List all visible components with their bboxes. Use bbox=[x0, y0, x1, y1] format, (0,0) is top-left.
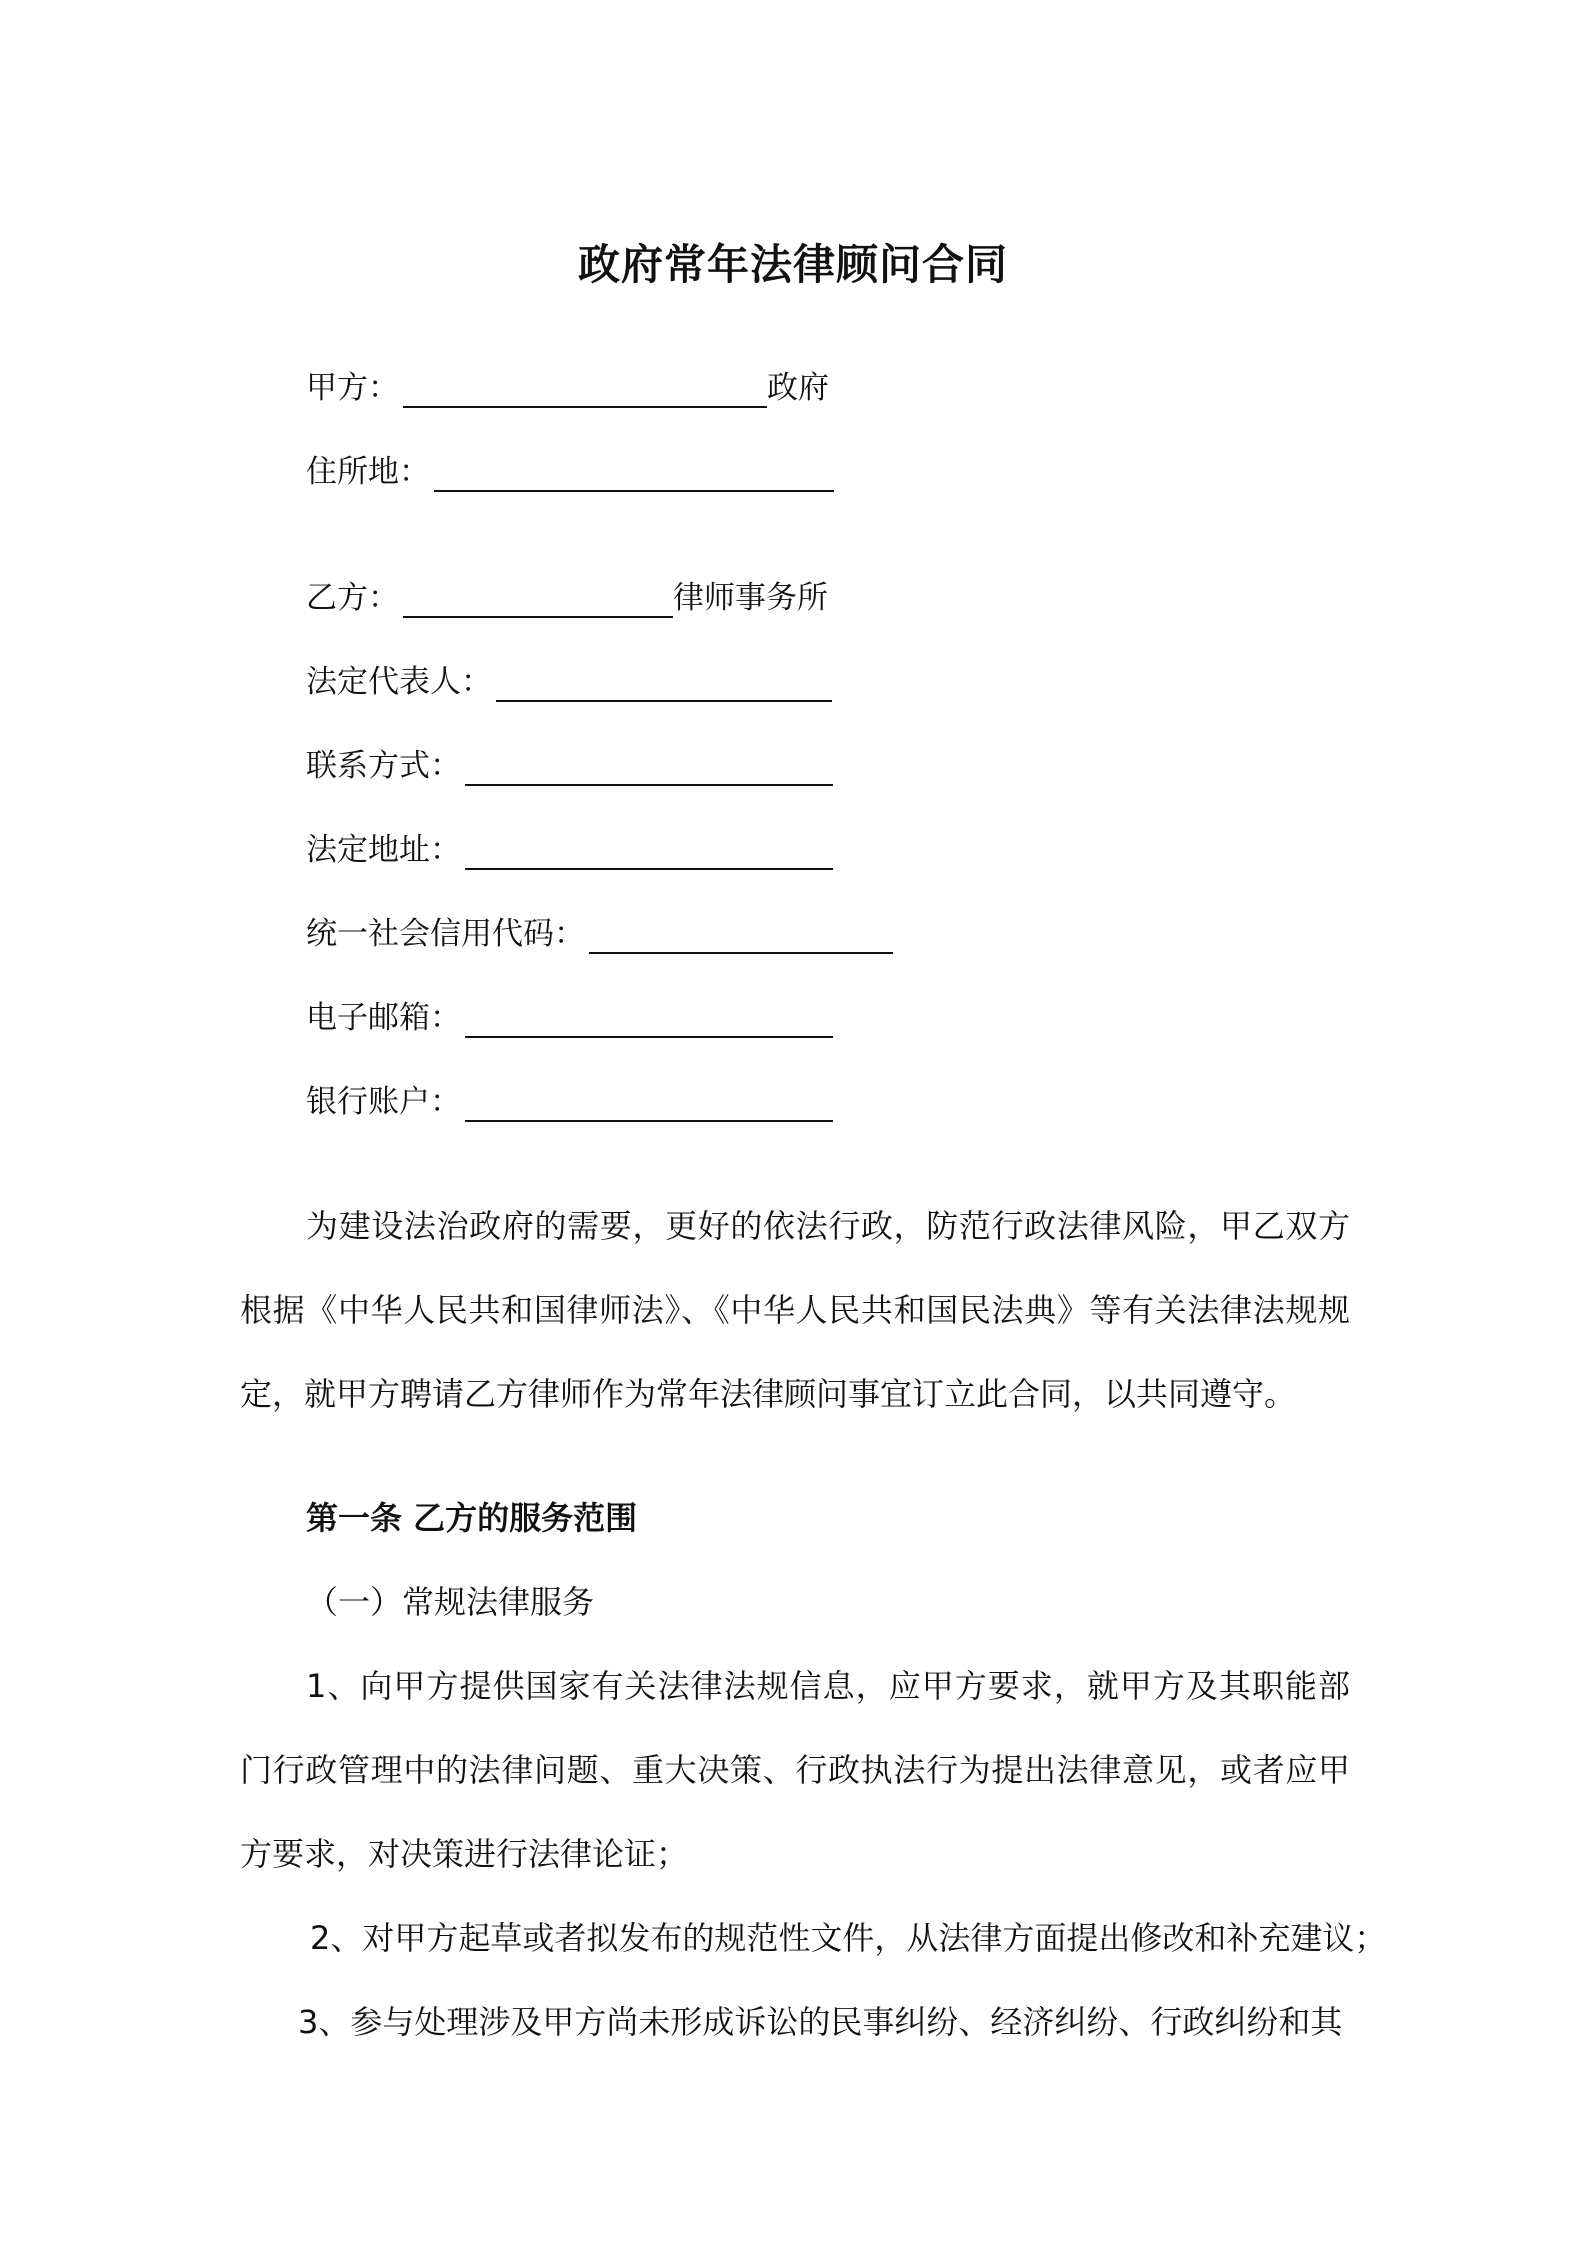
article-1-subsection: （一）常规法律服务 bbox=[306, 1583, 595, 1621]
email-label: 电子邮箱： bbox=[306, 1000, 461, 1036]
article-1-item-1: 1、向甲方提供国家有关法律法规信息，应甲方要求，就甲方及其职能部门行政管理中的法律问题、重大决策、行政执法行为提出法律意见，或者应甲方要求，对决策进行法律论证； bbox=[240, 1667, 1350, 1873]
party-a-field bbox=[306, 368, 829, 408]
email-field bbox=[306, 998, 833, 1038]
party-b-blank[interactable] bbox=[403, 580, 673, 618]
credit-code-label: 统一社会信用代码： bbox=[306, 916, 585, 952]
contact-field bbox=[306, 746, 833, 786]
article-1-item-3: 3、参与处理涉及甲方尚未形成诉讼的民事纠纷、经济纠纷、行政纠纷和其 bbox=[298, 2003, 1343, 2041]
contact-label: 联系方式： bbox=[306, 748, 461, 784]
party-b-label: 乙方： bbox=[306, 580, 399, 616]
party-a-label: 甲方： bbox=[306, 370, 399, 406]
bank-account-blank[interactable] bbox=[465, 1084, 833, 1122]
legal-address-field bbox=[306, 830, 833, 870]
credit-code-field bbox=[306, 914, 893, 954]
party-a-address-label: 住所地： bbox=[306, 454, 430, 490]
contact-blank[interactable] bbox=[465, 748, 833, 786]
legal-rep-blank[interactable] bbox=[496, 664, 832, 702]
credit-code-blank[interactable] bbox=[589, 916, 893, 954]
article-1-heading: 第一条 乙方的服务范围 bbox=[306, 1499, 638, 1537]
legal-address-blank[interactable] bbox=[465, 832, 833, 870]
party-a-suffix: 政府 bbox=[767, 370, 829, 406]
party-b-field bbox=[306, 578, 828, 618]
bank-account-label: 银行账户： bbox=[306, 1084, 461, 1120]
article-1-item-2: 2、对甲方起草或者拟发布的规范性文件，从法律方面提出修改和补充建议； bbox=[310, 1919, 1387, 1957]
party-b-suffix: 律师事务所 bbox=[673, 580, 828, 616]
email-blank[interactable] bbox=[465, 1000, 833, 1038]
legal-rep-label: 法定代表人： bbox=[306, 664, 492, 700]
legal-address-label: 法定地址： bbox=[306, 832, 461, 868]
preamble-paragraph: 为建设法治政府的需要，更好的依法行政，防范行政法律风险，甲乙双方根据《中华人民共和国律师法》、《中华人民共和国民法典》等有关法律法规规定，就甲方聘请乙方律师作为常年法律顾问事宜订立此合同，以共同遵守。 bbox=[240, 1207, 1350, 1413]
document-title: 政府常年法律顾问合同 bbox=[577, 240, 1008, 289]
legal-rep-field bbox=[306, 662, 832, 702]
party-a-blank[interactable] bbox=[403, 370, 767, 408]
party-a-address-field bbox=[306, 452, 834, 492]
party-a-address-blank[interactable] bbox=[434, 454, 834, 492]
bank-account-field bbox=[306, 1082, 833, 1122]
